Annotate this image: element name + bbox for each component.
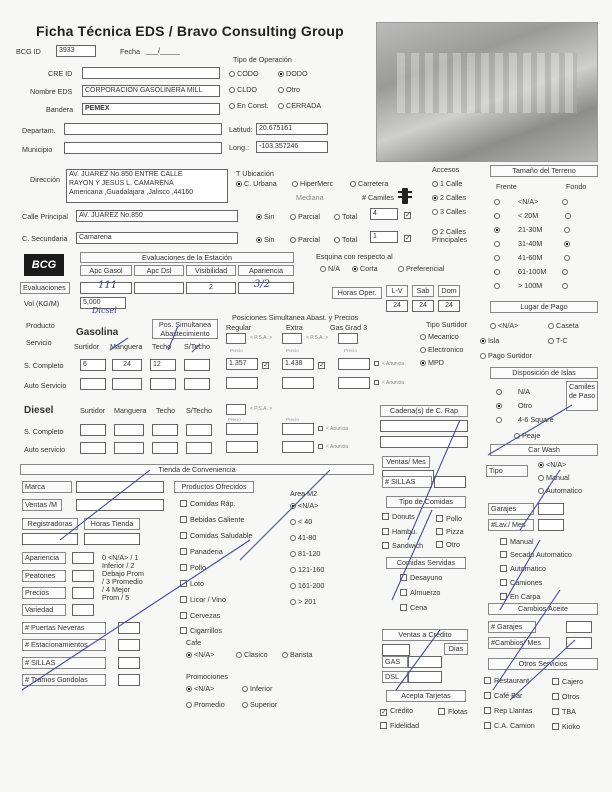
radio-cafe-clasico[interactable]: Clasico xyxy=(236,651,268,658)
car-wash-header: Car Wash xyxy=(490,444,598,456)
vol-label: Vol (KG/M) xyxy=(24,299,60,308)
radio-otro[interactable]: Otro xyxy=(278,86,300,93)
peatones-label: Peatones xyxy=(22,570,66,582)
horas-label: Horas Oper. xyxy=(332,287,382,299)
gas-s-techo-label: S/Techo xyxy=(184,342,210,351)
extra-label: Extra xyxy=(286,323,303,332)
gas-sc-surtidor-field[interactable]: 6 xyxy=(80,359,106,371)
radio-promo-inferior[interactable]: Inferior xyxy=(242,685,272,692)
dsl-credito-field[interactable] xyxy=(408,671,442,683)
vol-field[interactable]: 5,000 xyxy=(80,297,126,309)
radio-esquina-na[interactable]: N/A xyxy=(320,265,340,272)
chk-donuts[interactable]: Donuts xyxy=(382,513,415,520)
diesel-auto-servicio-label: Auto servicio xyxy=(24,445,66,454)
radio-cafe-na[interactable]: <N/A> xyxy=(186,651,214,658)
chk-credito[interactable]: ✓ Crédito xyxy=(381,706,414,716)
radio-cerrada[interactable]: CERRADA xyxy=(278,102,321,109)
cp-radio-total[interactable]: Total xyxy=(334,213,357,220)
radio-lp-pago-surtidor[interactable]: Pago Surtidor xyxy=(480,352,532,359)
radio-codo[interactable]: CODO xyxy=(229,70,259,77)
handwritten-vol: Dicsel xyxy=(92,306,117,315)
radio-disp-otro[interactable]: Otro xyxy=(496,402,532,409)
bandera-field[interactable]: PEMEX xyxy=(82,103,220,115)
area-item[interactable]: 81-120 xyxy=(290,550,320,557)
longitud-field[interactable]: -103.357246 xyxy=(256,141,328,153)
radio-promo-na[interactable]: <N/A> xyxy=(186,685,214,692)
cp-checkbox[interactable]: ✓ xyxy=(405,212,411,219)
acepta-tarjetas-header: Acepta Tarjetas xyxy=(386,690,466,702)
gas-as-techo-field[interactable] xyxy=(150,378,176,390)
horas-sab-field[interactable]: 24 xyxy=(412,300,434,312)
marca-label: Marca xyxy=(22,481,72,493)
cadena-header: Cadena(s) de C. Rap xyxy=(380,405,468,417)
gas-s-completo-label: S. Completo xyxy=(24,361,64,370)
psa-extra: < P.S.A. > xyxy=(306,335,329,341)
municipio-label: Municipio xyxy=(22,145,53,154)
gasgrad-anuncia[interactable]: < Anuncia xyxy=(374,361,404,367)
chk-tba[interactable]: TBA xyxy=(552,708,576,715)
marca-field[interactable] xyxy=(76,481,164,493)
peatones-field[interactable] xyxy=(72,570,94,582)
diesel-as-manguera-field[interactable] xyxy=(114,442,144,454)
diesel-s-techo-label: S/Techo xyxy=(186,406,212,415)
chk-hambu[interactable]: Hambu. xyxy=(382,528,417,535)
chk-ca-camion[interactable]: C.A. Camion xyxy=(484,722,535,729)
departam-field[interactable] xyxy=(64,123,222,135)
chk-restaurant[interactable]: Restaurant xyxy=(484,677,529,684)
nombre-eds-field[interactable]: CORPORACION GASOLINERA MILL xyxy=(82,85,220,97)
area-item[interactable]: <N/A> xyxy=(290,502,318,509)
psa-regular: < P.S.A. > xyxy=(250,335,273,341)
area-item[interactable]: > 201 xyxy=(290,598,316,605)
bcg-id-field[interactable]: 3933 xyxy=(56,45,96,57)
extra-as-price-field[interactable] xyxy=(282,377,314,389)
diesel-as-techo-field[interactable] xyxy=(152,442,178,454)
fecha-label: Fecha xyxy=(120,47,140,56)
nombre-eds-label: Nombre EDS xyxy=(30,87,73,96)
camiles-label: # Camiles xyxy=(362,193,394,202)
extra-price-field[interactable]: 1.438 xyxy=(282,358,314,370)
diesel-precio-label: Precio xyxy=(228,417,241,422)
diesel-manguera-label: Manguera xyxy=(114,406,147,415)
ventas-mes-label: Ventas/ Mes xyxy=(382,456,430,468)
tipo-operacion-label: Tipo de Operación xyxy=(233,55,292,64)
variedad-label: Variedad xyxy=(22,604,66,616)
gas-sc-manguera-field[interactable]: 24 xyxy=(112,359,142,371)
precio-regular-label: Precio xyxy=(230,348,243,353)
garajes-label: Garajes xyxy=(488,503,534,515)
gas-as-stecho-field[interactable] xyxy=(184,378,210,390)
radio-2-calles-principales[interactable]: 2 Calles Principales xyxy=(432,227,468,244)
diesel-as-anuncia[interactable]: < Anuncia xyxy=(318,444,348,450)
sillas-field[interactable] xyxy=(434,476,466,488)
gas-surtidor-label: Surtidor xyxy=(74,342,100,351)
gasgrad-price-field[interactable] xyxy=(338,358,370,370)
radio-cw-automatico[interactable]: Automatico xyxy=(538,487,582,494)
horas-sab-label: Sab xyxy=(412,285,434,297)
calle-secundaria-label: C. Secundaria xyxy=(22,234,68,243)
servicio-label: Servicio xyxy=(26,338,52,347)
horas-tienda-field[interactable] xyxy=(84,533,140,545)
cp-radio-parcial[interactable]: Parcial xyxy=(290,213,320,220)
cs-radio-parcial[interactable]: Parcial xyxy=(290,236,320,243)
horas-dom-field[interactable]: 24 xyxy=(438,300,460,312)
promociones-label: Promociones xyxy=(186,672,228,681)
evaluaciones-label: Evaluaciones xyxy=(20,282,70,294)
registradoras-label: Registradoras xyxy=(22,518,78,530)
diesel-sc-surtidor-field[interactable] xyxy=(80,424,106,436)
as-anuncia[interactable]: < Anuncia xyxy=(374,380,404,386)
cs-count-field[interactable]: 1 xyxy=(370,231,398,243)
diesel-as-price2-field[interactable] xyxy=(282,441,314,453)
calle-principal-field[interactable]: AV. JUAREZ No.850 xyxy=(76,210,238,222)
cre-id-field[interactable] xyxy=(82,67,220,79)
producto-item[interactable]: Cervezas xyxy=(180,612,220,619)
productos-ofrecidos-header: Productos Ofrecidos xyxy=(174,481,254,493)
diesel-label: Diesel xyxy=(24,405,54,416)
frente-label: Frente xyxy=(496,182,517,191)
radio-en-const[interactable]: En Const. xyxy=(229,102,269,109)
lav-mes-label: #Lav./ Mes xyxy=(488,519,534,531)
lugar-pago-header: Lugar de Pago xyxy=(490,301,598,313)
cs-radio-total[interactable]: Total xyxy=(334,236,357,243)
chk-garajes-manual[interactable]: Manual xyxy=(500,538,534,545)
producto-item[interactable]: Panaderia xyxy=(180,548,223,555)
comidas-servidas-header: Comidas Servidas xyxy=(386,557,466,569)
area-item[interactable]: 41-80 xyxy=(290,534,316,541)
radio-esquina-corta[interactable]: Corta xyxy=(352,265,378,272)
gas-as-surtidor-field[interactable] xyxy=(80,378,106,390)
tamano-row[interactable]: > 100M xyxy=(494,282,570,289)
bcg-id-label: BCG ID xyxy=(16,47,41,56)
tienda-sillas-label: # SILLAS xyxy=(22,657,106,669)
psa-diesel: < P.S.A. > xyxy=(250,406,273,412)
radio-dodo[interactable]: DODO xyxy=(278,70,308,77)
camiles-paso-label: Camiles de Paso xyxy=(566,381,598,411)
tramos-field[interactable] xyxy=(118,674,140,686)
mediana-label: Mediana xyxy=(296,193,324,202)
diesel-sc-price-field[interactable] xyxy=(226,423,258,435)
calle-secundaria-field[interactable]: Camarena xyxy=(76,232,238,244)
diesel-sc-stecho-field[interactable] xyxy=(186,424,212,436)
cambios-garajes-field[interactable] xyxy=(566,621,592,633)
tamano-header: Tamaño del Terreno xyxy=(490,165,598,177)
radio-lp-tc[interactable]: T-C xyxy=(548,337,568,344)
ventas-credito-header: Ventas a Crédito xyxy=(382,629,468,641)
diesel-as-stecho-field[interactable] xyxy=(186,442,212,454)
credito-dias-field[interactable] xyxy=(382,644,410,656)
gas-as-manguera-field[interactable] xyxy=(112,378,142,390)
fecha-value[interactable]: ___/_____ xyxy=(146,46,180,55)
regular-price-field[interactable]: 1.357 xyxy=(226,358,258,370)
tamano-row[interactable]: 21-30M xyxy=(494,226,572,233)
producto-label: Producto xyxy=(26,321,55,330)
apariencia-label: Apariencia xyxy=(22,552,66,564)
apariencia-field[interactable] xyxy=(72,552,94,564)
chk-secado[interactable]: Secado Automatico xyxy=(500,551,572,558)
chk-cajero[interactable]: Cajero xyxy=(552,678,583,685)
eval-apc-dsl-field[interactable] xyxy=(134,282,184,294)
cs-checkbox[interactable]: ✓ xyxy=(405,235,411,242)
ventas-m-field[interactable] xyxy=(76,499,164,511)
regular-anuncia-checkbox[interactable]: ✓ xyxy=(263,362,269,369)
regular-as-price-field[interactable] xyxy=(226,377,258,389)
eval-col-apariencia: Apariencia xyxy=(238,265,294,276)
radio-disp-square[interactable]: 4-6 Square xyxy=(496,416,554,423)
esquina-label: Esquina con respecto al xyxy=(316,252,393,261)
puertas-field[interactable] xyxy=(118,622,140,634)
tamano-row[interactable]: 61-100M xyxy=(494,268,570,275)
chk-camiones[interactable]: Camiones xyxy=(500,579,542,586)
radio-hipermerc[interactable]: HiperMerc xyxy=(292,180,333,187)
sillas-label: # SILLAS xyxy=(382,476,432,488)
variedad-field[interactable] xyxy=(72,604,94,616)
diesel-surtidor-label: Surtidor xyxy=(80,406,106,415)
diesel-sc-techo-field[interactable] xyxy=(152,424,178,436)
diesel-sc-price2-field[interactable] xyxy=(282,423,314,435)
posiciones-label: Posiciones Simultanea Abast. y Precios xyxy=(232,313,359,322)
diesel-pos-field[interactable] xyxy=(226,404,246,415)
chk-almuerzo[interactable]: Almuerzo xyxy=(400,589,440,596)
radio-disp-na[interactable]: N/A xyxy=(496,388,530,395)
fondo-label: Fondo xyxy=(566,182,587,191)
car-wash-tipo-label: Tipo xyxy=(486,465,528,477)
producto-item[interactable]: Comidas Ráp. xyxy=(180,500,236,507)
chk-rep-llantas[interactable]: Rep Llantas xyxy=(484,707,532,714)
bcg-logo: BCG xyxy=(24,254,64,276)
eval-col-apc-dsl: Apc Dsl xyxy=(134,265,184,276)
chk-pollo[interactable]: Pollo xyxy=(436,515,462,522)
eval-visibilidad-field[interactable]: 2 xyxy=(186,282,236,294)
cadena-field-2[interactable] xyxy=(380,436,468,448)
gas-sc-techo-field[interactable]: 12 xyxy=(150,359,176,371)
diesel-as-surtidor-field[interactable] xyxy=(80,442,106,454)
extra-anuncia-checkbox[interactable]: ✓ xyxy=(319,362,325,369)
cafe-label: Cafe xyxy=(186,638,202,647)
rating-scale: 0 <N/A> / 1 Inferior / 2 Debajo Prom / 3 Promedio / 4 Mejor Prom / 5 xyxy=(102,553,144,602)
producto-item[interactable]: Cigarrillos xyxy=(180,627,222,634)
tienda-header: Tienda de Conveniencia xyxy=(20,464,374,475)
radio-promo-superior[interactable]: Superior xyxy=(242,701,277,708)
eval-col-visibilidad: Visibilidad xyxy=(186,265,236,276)
gasgrad-as-price-field[interactable] xyxy=(338,377,370,389)
area-item[interactable]: 121-160 xyxy=(290,566,324,573)
radio-cw-manual[interactable]: Manual xyxy=(538,474,570,481)
precio-gasgrad-label: Precio xyxy=(344,348,357,353)
estacionamientos-label: # Estacionamientos xyxy=(22,639,106,651)
producto-item[interactable]: Pollo xyxy=(180,564,206,571)
chk-sandwich[interactable]: Sandwich xyxy=(382,542,423,549)
radio-2-calles[interactable]: 2 Calles xyxy=(432,194,466,201)
longitud-label: Long.: xyxy=(229,143,249,152)
gas-credito-field[interactable] xyxy=(408,656,442,668)
tamano-row[interactable]: < 20M xyxy=(494,212,573,219)
tipo-comidas-header: Tipo de Comidas xyxy=(386,496,466,508)
chk-en-carpa[interactable]: En Carpa xyxy=(500,593,540,600)
area-item[interactable]: < 40 xyxy=(290,518,312,525)
radio-3-calles[interactable]: 3 Calles xyxy=(432,208,466,215)
cp-radio-sin[interactable]: Sin xyxy=(256,213,274,220)
horas-lv-field[interactable]: 24 xyxy=(386,300,408,312)
radio-lp-caseta[interactable]: Caseta xyxy=(548,322,579,329)
gasolina-label: Gasolina xyxy=(76,327,119,338)
radio-disp-peaje[interactable]: Peaje xyxy=(514,432,540,439)
lav-mes-field[interactable] xyxy=(538,519,564,531)
cambios-garajes-label: # Garajes xyxy=(488,621,536,633)
gas-grad-label: Gas Grad 3 xyxy=(330,323,368,332)
chk-garajes-automatico[interactable]: Automatico xyxy=(500,565,546,572)
handwritten-eval-1: 111 xyxy=(98,280,118,291)
radio-esquina-preferencial[interactable]: Preferencial xyxy=(398,265,444,272)
cp-count-field[interactable]: 4 xyxy=(370,208,398,220)
ventas-m-label: Ventas /M xyxy=(22,499,62,511)
radio-electronico[interactable]: Electronico xyxy=(420,346,464,353)
dsl-label: DSL xyxy=(382,671,408,683)
diesel-sc-manguera-field[interactable] xyxy=(114,424,144,436)
radio-lp-isla[interactable]: Isla xyxy=(480,337,499,344)
eval-col-apc-gasol: Apc Gasol xyxy=(80,265,132,276)
diesel-s-completo-label: S. Completo xyxy=(24,427,64,436)
radio-promo-promedio[interactable]: Promedio xyxy=(186,701,225,708)
calle-principal-label: Calle Principal xyxy=(22,212,68,221)
evaluaciones-header: Evaluaciones de la Estación xyxy=(80,252,294,263)
producto-item[interactable]: Loto xyxy=(180,580,204,587)
cambios-mes-label: #Cambios/ Mes xyxy=(488,637,550,649)
cre-id-label: CRE ID xyxy=(48,69,73,78)
direccion-field[interactable]: AV. JUAREZ No.850 ENTRE CALLE RAYON Y JESUS L. CAMARENA Americana ,Guadalajara ,Jalisco ,44160 xyxy=(66,169,228,203)
otros-servicios-header: Otros Servicios xyxy=(488,658,598,670)
tamano-row[interactable]: 41-60M xyxy=(494,254,572,261)
horas-lv-label: L-V xyxy=(386,285,408,297)
cadena-field-1[interactable] xyxy=(380,420,468,432)
gas-auto-servicio-label: Auto Servicio xyxy=(24,381,67,390)
chk-desayuno[interactable]: Desayuno xyxy=(400,574,442,581)
estacionamientos-field[interactable] xyxy=(118,639,140,651)
regular-pos-field[interactable] xyxy=(226,333,246,344)
accesos-label: Accesos xyxy=(432,165,460,174)
precio-extra-label: Precio xyxy=(286,348,299,353)
tipo-surtidor-label: Tipo Surtidor xyxy=(426,320,467,329)
diesel-precio-label-2: Precio xyxy=(286,417,299,422)
radio-cldo[interactable]: CLDO xyxy=(229,86,257,93)
gas-sc-stecho-field[interactable] xyxy=(184,359,210,371)
chk-flotas[interactable]: Flotas xyxy=(438,708,468,715)
tamano-row[interactable]: 31-40M xyxy=(494,240,572,247)
radio-cafe-barista[interactable]: Barista xyxy=(282,651,312,658)
radio-mecanico[interactable]: Mecanico xyxy=(420,333,459,340)
radio-carretera[interactable]: Carretera xyxy=(350,180,388,187)
page-title: Ficha Técnica EDS / Bravo Consulting Group xyxy=(36,23,344,39)
area-m2-label: Area M2 xyxy=(290,489,318,498)
dias-label: Dias xyxy=(444,643,468,655)
precios-field[interactable] xyxy=(72,587,94,599)
latitud-field[interactable]: 20.675161 xyxy=(256,123,328,135)
chk-cafe-bar[interactable]: Café Bar xyxy=(484,692,522,699)
departam-label: Departam. xyxy=(22,126,56,135)
registradoras-field[interactable] xyxy=(22,533,78,545)
gasgrad-pos-field[interactable] xyxy=(338,333,358,344)
extra-pos-field[interactable] xyxy=(282,333,302,344)
garajes-field[interactable] xyxy=(538,503,564,515)
producto-item[interactable]: Licor / Vino xyxy=(180,596,226,603)
diesel-techo-label: Techo xyxy=(156,406,176,415)
tramos-label: # Tramos Gondolas xyxy=(22,674,106,686)
area-item[interactable]: 161-200 xyxy=(290,582,324,589)
diesel-as-price-field[interactable] xyxy=(226,441,258,453)
pos-sim-header: Pos. Simultanea Abastecimiento xyxy=(152,319,218,339)
diesel-sc-anuncia[interactable]: < Anuncia xyxy=(318,426,348,432)
radio-1-calle[interactable]: 1 Calle xyxy=(432,180,462,187)
radio-cw-na[interactable]: <N/A> xyxy=(538,461,566,468)
radio-mpd[interactable]: MPD xyxy=(420,359,444,366)
cs-radio-sin[interactable]: Sin xyxy=(256,236,274,243)
station-photo xyxy=(376,22,598,162)
chk-kioko[interactable]: Kioko xyxy=(552,723,580,730)
latitud-label: Latitud: xyxy=(229,125,253,134)
bandera-label: Bandera xyxy=(46,105,74,114)
chk-otros[interactable]: Otros xyxy=(552,693,580,700)
tienda-sillas-field[interactable] xyxy=(118,657,140,669)
handwritten-eval-4: 3/2 xyxy=(254,279,271,290)
producto-item[interactable]: Bebidas Caliente xyxy=(180,516,244,523)
precios-label: Precios xyxy=(22,587,66,599)
direccion-label: Dirección xyxy=(30,175,60,184)
gas-manguera-label: Manguera xyxy=(110,342,143,351)
horas-tienda-label: Horas Tienda xyxy=(84,518,140,530)
chk-fidelidad[interactable]: Fidelidad xyxy=(380,722,419,729)
producto-item[interactable]: Comidas Saludable xyxy=(180,532,252,539)
chk-otro[interactable]: Otro xyxy=(436,541,460,548)
puertas-label: # Puertas Neveras xyxy=(22,622,106,634)
tamano-row[interactable]: <N/A> xyxy=(494,198,570,205)
chk-pizza[interactable]: Pizza xyxy=(436,528,464,535)
radio-urbana[interactable]: C. Urbana xyxy=(236,180,277,187)
radio-lp-na[interactable]: <N/A> xyxy=(490,322,518,329)
cambios-mes-field[interactable] xyxy=(566,637,592,649)
horas-dom-label: Dom xyxy=(438,285,460,297)
traffic-light-icon xyxy=(398,188,412,202)
chk-cena[interactable]: Cena xyxy=(400,604,427,611)
gas-label: GAS xyxy=(382,656,408,668)
cambios-aceite-header: Cambios Aceite xyxy=(488,603,598,615)
disposicion-header: Disposición de Islas xyxy=(490,367,598,379)
gas-techo-label: Techo xyxy=(152,342,172,351)
municipio-field[interactable] xyxy=(64,142,222,154)
ubicacion-label: T Ubicación xyxy=(236,169,274,178)
regular-label: Regular xyxy=(226,323,252,332)
